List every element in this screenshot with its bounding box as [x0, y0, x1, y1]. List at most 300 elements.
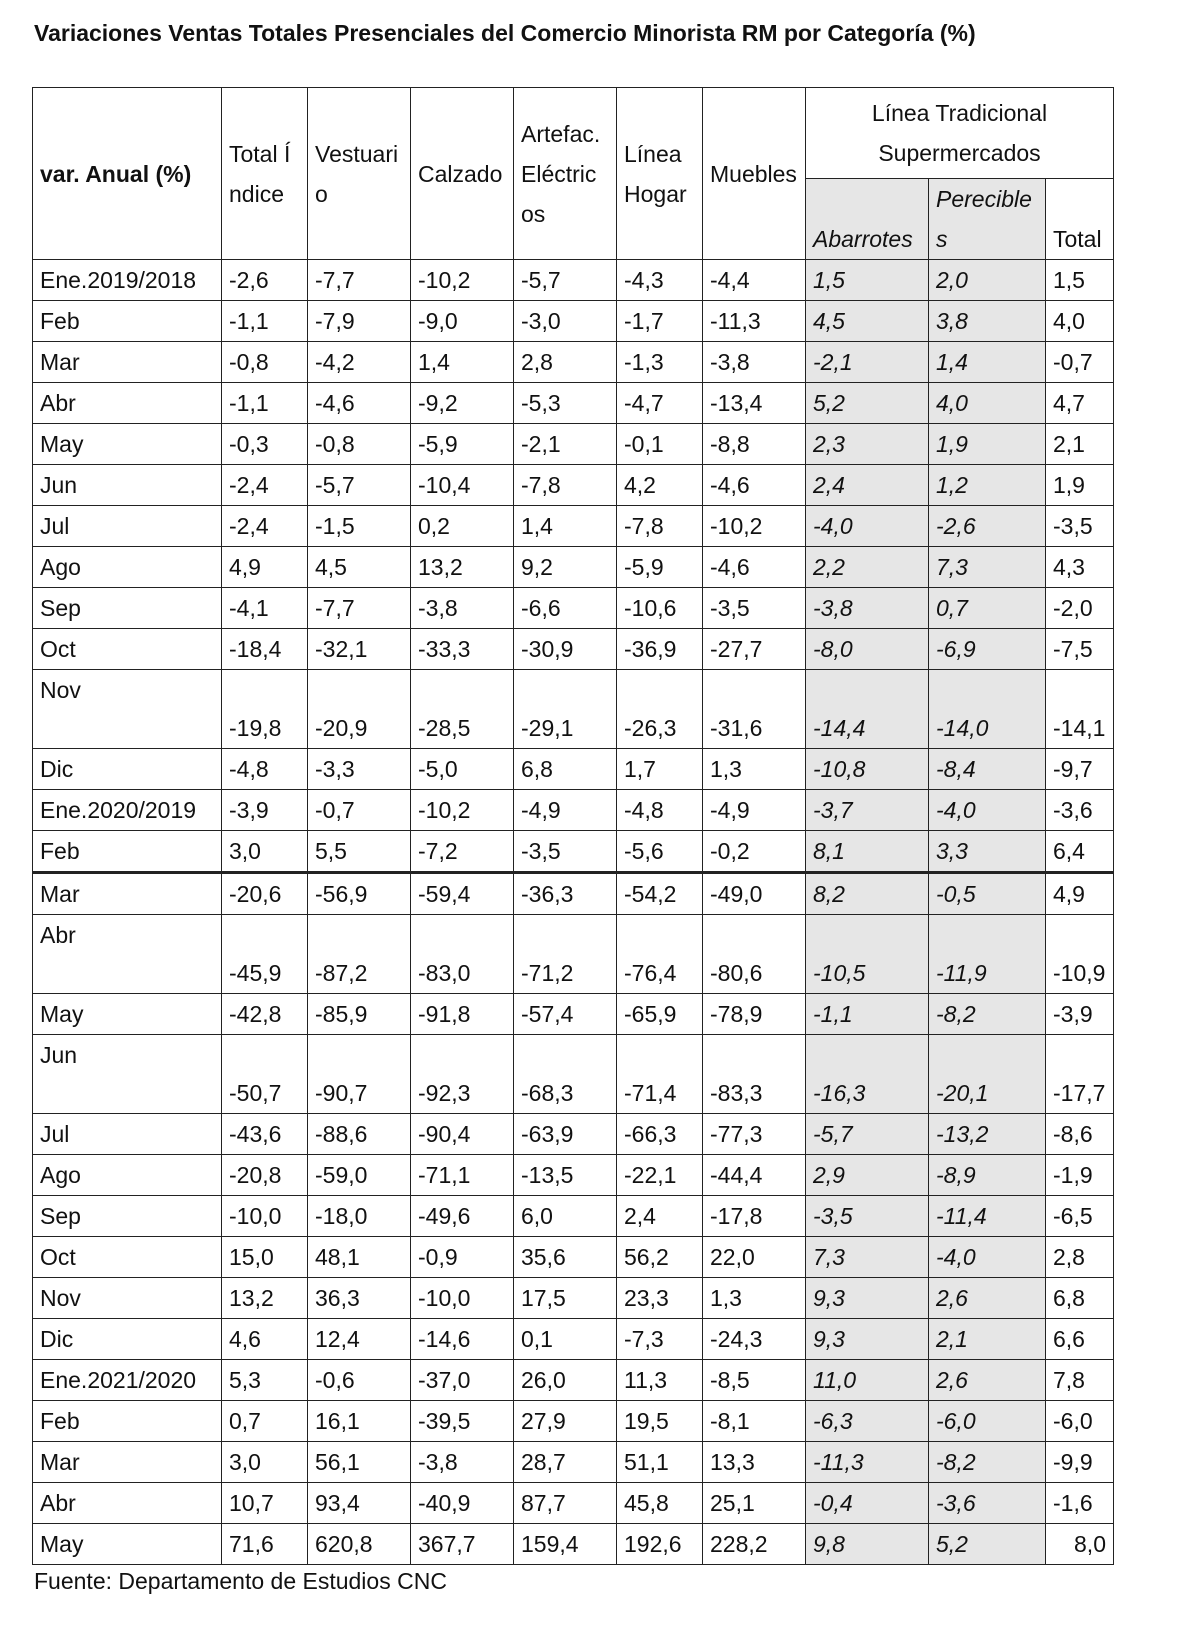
table-cell: -10,6 [617, 588, 703, 629]
table-cell: -32,1 [308, 629, 411, 670]
table-cell: -8,0 [806, 629, 929, 670]
table-cell: -36,9 [617, 629, 703, 670]
row-label: Sep [33, 588, 222, 629]
table-cell: -13,5 [514, 1155, 617, 1196]
table-cell: -85,9 [308, 994, 411, 1035]
table-cell: -3,9 [1046, 994, 1114, 1035]
table-cell: 2,1 [1046, 424, 1114, 465]
table-cell: -0,6 [308, 1360, 411, 1401]
table-cell: -10,8 [806, 749, 929, 790]
table-cell: 87,7 [514, 1483, 617, 1524]
table-cell: 19,5 [617, 1401, 703, 1442]
table-cell: -11,3 [703, 301, 806, 342]
table-cell: -90,7 [308, 1035, 411, 1114]
row-label: Feb [33, 831, 222, 873]
table-cell: 1,7 [617, 749, 703, 790]
table-cell: -2,4 [222, 465, 308, 506]
table-cell: -20,1 [929, 1035, 1046, 1114]
table-row [33, 749, 1114, 790]
table-cell: 6,8 [1046, 1278, 1114, 1319]
row-label: Feb [33, 301, 222, 342]
table-cell: -42,8 [222, 994, 308, 1035]
row-label: Oct [33, 1237, 222, 1278]
row-label: Ago [33, 1155, 222, 1196]
col-header-total-indice: Total Índice [222, 88, 308, 260]
table-cell: -88,6 [308, 1114, 411, 1155]
table-cell: -92,3 [411, 1035, 514, 1114]
table-cell: -80,6 [703, 915, 806, 994]
table-cell: -4,9 [703, 790, 806, 831]
table-cell: -0,8 [222, 342, 308, 383]
table-cell: -3,8 [411, 588, 514, 629]
row-label: Ago [33, 547, 222, 588]
table-cell: 9,8 [806, 1524, 929, 1565]
table-cell: 9,2 [514, 547, 617, 588]
table-cell: 11,3 [617, 1360, 703, 1401]
table-cell: 16,1 [308, 1401, 411, 1442]
table-cell: -77,3 [703, 1114, 806, 1155]
row-label: Ene.2019/2018 [33, 260, 222, 301]
row-label: Abr [33, 383, 222, 424]
row-label: May [33, 1524, 222, 1565]
table-cell: -83,3 [703, 1035, 806, 1114]
table-cell: -13,4 [703, 383, 806, 424]
table-cell: 4,2 [617, 465, 703, 506]
table-cell: 7,3 [806, 1237, 929, 1278]
table-cell: 26,0 [514, 1360, 617, 1401]
table-cell: 1,9 [929, 424, 1046, 465]
table-row [33, 629, 1114, 670]
table-cell: -1,7 [617, 301, 703, 342]
row-label: May [33, 994, 222, 1035]
table-row [33, 424, 1114, 465]
table-cell: 10,7 [222, 1483, 308, 1524]
row-label: Mar [33, 873, 222, 915]
table-body [33, 260, 1114, 1565]
table-cell: -36,3 [514, 873, 617, 915]
table-cell: -1,1 [222, 383, 308, 424]
table-cell: -18,0 [308, 1196, 411, 1237]
table-cell: -39,5 [411, 1401, 514, 1442]
table-cell: -5,6 [617, 831, 703, 873]
table-cell: -10,2 [703, 506, 806, 547]
table-cell: 35,6 [514, 1237, 617, 1278]
table-cell: 3,0 [222, 831, 308, 873]
row-label: Abr [33, 1483, 222, 1524]
table-cell: -14,6 [411, 1319, 514, 1360]
table-cell: 12,4 [308, 1319, 411, 1360]
table-cell: -4,6 [703, 547, 806, 588]
table-cell: -29,1 [514, 670, 617, 749]
table-cell: -3,6 [1046, 790, 1114, 831]
table-cell: -43,6 [222, 1114, 308, 1155]
table-cell: -37,0 [411, 1360, 514, 1401]
table-cell: -1,5 [308, 506, 411, 547]
table-cell: -44,4 [703, 1155, 806, 1196]
table-cell: 1,9 [1046, 465, 1114, 506]
table-cell: -54,2 [617, 873, 703, 915]
table-cell: -3,6 [929, 1483, 1046, 1524]
table-row [33, 1360, 1114, 1401]
row-label: Abr [33, 915, 222, 994]
table-cell: -19,8 [222, 670, 308, 749]
source-note: Fuente: Departamento de Estudios CNC [34, 1568, 447, 1594]
table-cell: 6,0 [514, 1196, 617, 1237]
table-cell: 159,4 [514, 1524, 617, 1565]
row-label: Oct [33, 629, 222, 670]
table-cell: -6,3 [806, 1401, 929, 1442]
row-label: Ene.2020/2019 [33, 790, 222, 831]
table-cell: 5,3 [222, 1360, 308, 1401]
table-cell: -7,7 [308, 588, 411, 629]
table-cell: 36,3 [308, 1278, 411, 1319]
table-cell: -2,6 [929, 506, 1046, 547]
table-cell: 6,8 [514, 749, 617, 790]
table-cell: -22,1 [617, 1155, 703, 1196]
table-cell: -8,6 [1046, 1114, 1114, 1155]
table-cell: 1,4 [514, 506, 617, 547]
row-label: Feb [33, 1401, 222, 1442]
table-row [33, 342, 1114, 383]
table-cell: 9,3 [806, 1319, 929, 1360]
table-cell: 0,1 [514, 1319, 617, 1360]
table-cell: -6,0 [929, 1401, 1046, 1442]
table-cell: -6,6 [514, 588, 617, 629]
table-row [33, 1196, 1114, 1237]
table-cell: -3,9 [222, 790, 308, 831]
table-cell: -0,7 [1046, 342, 1114, 383]
table-cell: 56,2 [617, 1237, 703, 1278]
table-cell: 4,0 [929, 383, 1046, 424]
header-row-1 [33, 88, 1114, 179]
table-cell: 2,6 [929, 1278, 1046, 1319]
row-label: Nov [33, 1278, 222, 1319]
table-cell: -7,8 [514, 465, 617, 506]
table-cell: -68,3 [514, 1035, 617, 1114]
table-cell: 23,3 [617, 1278, 703, 1319]
table-cell: -9,2 [411, 383, 514, 424]
table-cell: 9,3 [806, 1278, 929, 1319]
table-cell: 3,0 [222, 1442, 308, 1483]
table-cell: -3,8 [411, 1442, 514, 1483]
table-cell: -30,9 [514, 629, 617, 670]
row-label: Sep [33, 1196, 222, 1237]
table-cell: -0,2 [703, 831, 806, 873]
table-cell: 28,7 [514, 1442, 617, 1483]
table-cell: -14,1 [1046, 670, 1114, 749]
table-row [33, 1524, 1114, 1565]
sales-variation-table [32, 87, 1114, 1565]
table-cell: -17,8 [703, 1196, 806, 1237]
table-cell: 4,9 [222, 547, 308, 588]
table-row [33, 260, 1114, 301]
row-label: May [33, 424, 222, 465]
row-label: Nov [33, 670, 222, 749]
table-cell: -4,8 [617, 790, 703, 831]
table-cell: -7,5 [1046, 629, 1114, 670]
table-cell: -0,9 [411, 1237, 514, 1278]
table-cell: 3,8 [929, 301, 1046, 342]
table-cell: 2,4 [617, 1196, 703, 1237]
table-cell: -8,5 [703, 1360, 806, 1401]
table-cell: 1,5 [806, 260, 929, 301]
table-cell: -5,9 [411, 424, 514, 465]
table-cell: 1,5 [1046, 260, 1114, 301]
table-cell: 2,0 [929, 260, 1046, 301]
row-label: Dic [33, 1319, 222, 1360]
table-cell: 4,9 [1046, 873, 1114, 915]
table-cell: -1,1 [806, 994, 929, 1035]
table-cell: -0,4 [806, 1483, 929, 1524]
table-cell: 620,8 [308, 1524, 411, 1565]
table-cell: -7,7 [308, 260, 411, 301]
table-cell: -31,6 [703, 670, 806, 749]
table-cell: 2,4 [806, 465, 929, 506]
table-cell: 8,1 [806, 831, 929, 873]
table-cell: -7,8 [617, 506, 703, 547]
table-cell: 22,0 [703, 1237, 806, 1278]
table-row [33, 873, 1114, 915]
table-cell: -10,0 [411, 1278, 514, 1319]
table-cell: -26,3 [617, 670, 703, 749]
table-cell: -65,9 [617, 994, 703, 1035]
row-label: Mar [33, 1442, 222, 1483]
table-row [33, 994, 1114, 1035]
table-cell: -90,4 [411, 1114, 514, 1155]
table-cell: -50,7 [222, 1035, 308, 1114]
table-cell: -4,2 [308, 342, 411, 383]
table-cell: -6,9 [929, 629, 1046, 670]
table-cell: -5,7 [514, 260, 617, 301]
table-title: Variaciones Ventas Totales Presenciales del Comercio Minorista RM por Categoría (%) [34, 20, 976, 46]
data-table-container [32, 87, 1114, 1565]
table-cell: 4,3 [1046, 547, 1114, 588]
table-row [33, 1114, 1114, 1155]
table-cell: 4,0 [1046, 301, 1114, 342]
table-cell: -4,8 [222, 749, 308, 790]
table-cell: 0,7 [222, 1401, 308, 1442]
table-row [33, 790, 1114, 831]
table-cell: -4,6 [703, 465, 806, 506]
table-cell: -8,4 [929, 749, 1046, 790]
table-cell: -4,0 [929, 790, 1046, 831]
table-row [33, 1401, 1114, 1442]
table-cell: 4,7 [1046, 383, 1114, 424]
table-cell: -3,0 [514, 301, 617, 342]
col-header-abarrotes: Abarrotes [806, 179, 929, 260]
row-label: Jul [33, 506, 222, 547]
table-cell: -4,0 [806, 506, 929, 547]
table-cell: -2,0 [1046, 588, 1114, 629]
table-cell: -13,2 [929, 1114, 1046, 1155]
table-cell: 367,7 [411, 1524, 514, 1565]
table-cell: -7,9 [308, 301, 411, 342]
table-cell: 228,2 [703, 1524, 806, 1565]
group-header-linea-tradicional: Línea Tradicional Supermercados [806, 88, 1114, 179]
table-row [33, 1035, 1114, 1114]
table-cell: -9,7 [1046, 749, 1114, 790]
table-cell: -78,9 [703, 994, 806, 1035]
table-cell: 13,3 [703, 1442, 806, 1483]
table-row [33, 670, 1114, 749]
table-cell: 3,3 [929, 831, 1046, 873]
table-cell: 13,2 [222, 1278, 308, 1319]
table-cell: -40,9 [411, 1483, 514, 1524]
table-cell: 51,1 [617, 1442, 703, 1483]
table-cell: -9,0 [411, 301, 514, 342]
table-cell: -3,5 [806, 1196, 929, 1237]
table-cell: -83,0 [411, 915, 514, 994]
table-cell: 0,7 [929, 588, 1046, 629]
table-cell: -0,7 [308, 790, 411, 831]
table-cell: 2,9 [806, 1155, 929, 1196]
table-cell: -57,4 [514, 994, 617, 1035]
table-cell: -6,5 [1046, 1196, 1114, 1237]
table-cell: -8,8 [703, 424, 806, 465]
table-row [33, 547, 1114, 588]
table-cell: 1,2 [929, 465, 1046, 506]
table-cell: 2,8 [1046, 1237, 1114, 1278]
table-row [33, 1278, 1114, 1319]
table-row [33, 506, 1114, 547]
table-cell: -6,0 [1046, 1401, 1114, 1442]
table-cell: -3,5 [703, 588, 806, 629]
table-cell: 2,1 [929, 1319, 1046, 1360]
table-cell: 2,6 [929, 1360, 1046, 1401]
table-cell: -3,8 [806, 588, 929, 629]
row-label-header: var. Anual (%) [33, 88, 222, 260]
table-cell: -17,7 [1046, 1035, 1114, 1114]
table-cell: -16,3 [806, 1035, 929, 1114]
table-cell: 8,0 [1046, 1524, 1114, 1565]
table-cell: 25,1 [703, 1483, 806, 1524]
table-cell: -71,4 [617, 1035, 703, 1114]
table-cell: -3,8 [703, 342, 806, 383]
row-label: Dic [33, 749, 222, 790]
table-cell: 8,2 [806, 873, 929, 915]
table-cell: -10,2 [411, 790, 514, 831]
table-cell: -11,3 [806, 1442, 929, 1483]
table-cell: 17,5 [514, 1278, 617, 1319]
table-cell: -3,7 [806, 790, 929, 831]
table-cell: 7,8 [1046, 1360, 1114, 1401]
table-cell: -2,4 [222, 506, 308, 547]
table-cell: -14,4 [806, 670, 929, 749]
table-cell: -28,5 [411, 670, 514, 749]
row-label: Jun [33, 1035, 222, 1114]
table-cell: 56,1 [308, 1442, 411, 1483]
table-cell: 71,6 [222, 1524, 308, 1565]
table-cell: -91,8 [411, 994, 514, 1035]
table-cell: -8,2 [929, 1442, 1046, 1483]
table-row [33, 383, 1114, 424]
table-cell: 27,9 [514, 1401, 617, 1442]
table-cell: -3,5 [514, 831, 617, 873]
table-cell: -11,9 [929, 915, 1046, 994]
table-cell: -8,1 [703, 1401, 806, 1442]
table-cell: -10,0 [222, 1196, 308, 1237]
table-cell: -76,4 [617, 915, 703, 994]
table-row [33, 1237, 1114, 1278]
table-cell: -11,4 [929, 1196, 1046, 1237]
table-cell: -2,1 [514, 424, 617, 465]
table-row [33, 915, 1114, 994]
table-cell: -1,3 [617, 342, 703, 383]
table-cell: 1,3 [703, 749, 806, 790]
table-cell: -59,0 [308, 1155, 411, 1196]
table-cell: -18,4 [222, 629, 308, 670]
table-cell: -71,2 [514, 915, 617, 994]
table-cell: -20,6 [222, 873, 308, 915]
table-cell: -8,2 [929, 994, 1046, 1035]
col-header-linea-hogar: Línea Hogar [617, 88, 703, 260]
col-header-total-super: Total [1046, 179, 1114, 260]
table-cell: -5,7 [308, 465, 411, 506]
table-cell: -4,7 [617, 383, 703, 424]
col-header-vestuario: Vestuario [308, 88, 411, 260]
table-cell: -59,4 [411, 873, 514, 915]
table-cell: 5,2 [806, 383, 929, 424]
table-cell: 5,2 [929, 1524, 1046, 1565]
table-cell: -71,1 [411, 1155, 514, 1196]
table-cell: 192,6 [617, 1524, 703, 1565]
col-header-perecibles: Perecibles [929, 179, 1046, 260]
table-cell: 5,5 [308, 831, 411, 873]
table-cell: -5,0 [411, 749, 514, 790]
table-cell: -33,3 [411, 629, 514, 670]
table-cell: -7,3 [617, 1319, 703, 1360]
table-cell: -5,3 [514, 383, 617, 424]
col-header-muebles: Muebles [703, 88, 806, 260]
table-cell: -20,8 [222, 1155, 308, 1196]
table-cell: -1,6 [1046, 1483, 1114, 1524]
table-cell: -66,3 [617, 1114, 703, 1155]
table-cell: 4,5 [308, 547, 411, 588]
col-header-artefac-electricos: Artefac. Eléctricos [514, 88, 617, 260]
table-cell: -10,9 [1046, 915, 1114, 994]
table-cell: 4,5 [806, 301, 929, 342]
row-label: Jun [33, 465, 222, 506]
table-cell: -3,5 [1046, 506, 1114, 547]
row-label: Jul [33, 1114, 222, 1155]
table-cell: -8,9 [929, 1155, 1046, 1196]
table-cell: -5,7 [806, 1114, 929, 1155]
table-row [33, 1319, 1114, 1360]
table-cell: -1,9 [1046, 1155, 1114, 1196]
table-cell: 1,4 [929, 342, 1046, 383]
table-cell: -4,6 [308, 383, 411, 424]
table-cell: -4,3 [617, 260, 703, 301]
table-cell: 1,4 [411, 342, 514, 383]
table-cell: 1,3 [703, 1278, 806, 1319]
row-label: Mar [33, 342, 222, 383]
table-cell: 2,2 [806, 547, 929, 588]
table-cell: -1,1 [222, 301, 308, 342]
table-cell: 93,4 [308, 1483, 411, 1524]
row-label: Ene.2021/2020 [33, 1360, 222, 1401]
table-cell: 15,0 [222, 1237, 308, 1278]
table-row [33, 301, 1114, 342]
table-cell: 0,2 [411, 506, 514, 547]
table-cell: 2,8 [514, 342, 617, 383]
table-cell: 2,3 [806, 424, 929, 465]
table-cell: -9,9 [1046, 1442, 1114, 1483]
table-cell: -4,4 [703, 260, 806, 301]
table-cell: -4,0 [929, 1237, 1046, 1278]
table-cell: 6,6 [1046, 1319, 1114, 1360]
table-cell: -10,4 [411, 465, 514, 506]
table-cell: -14,0 [929, 670, 1046, 749]
